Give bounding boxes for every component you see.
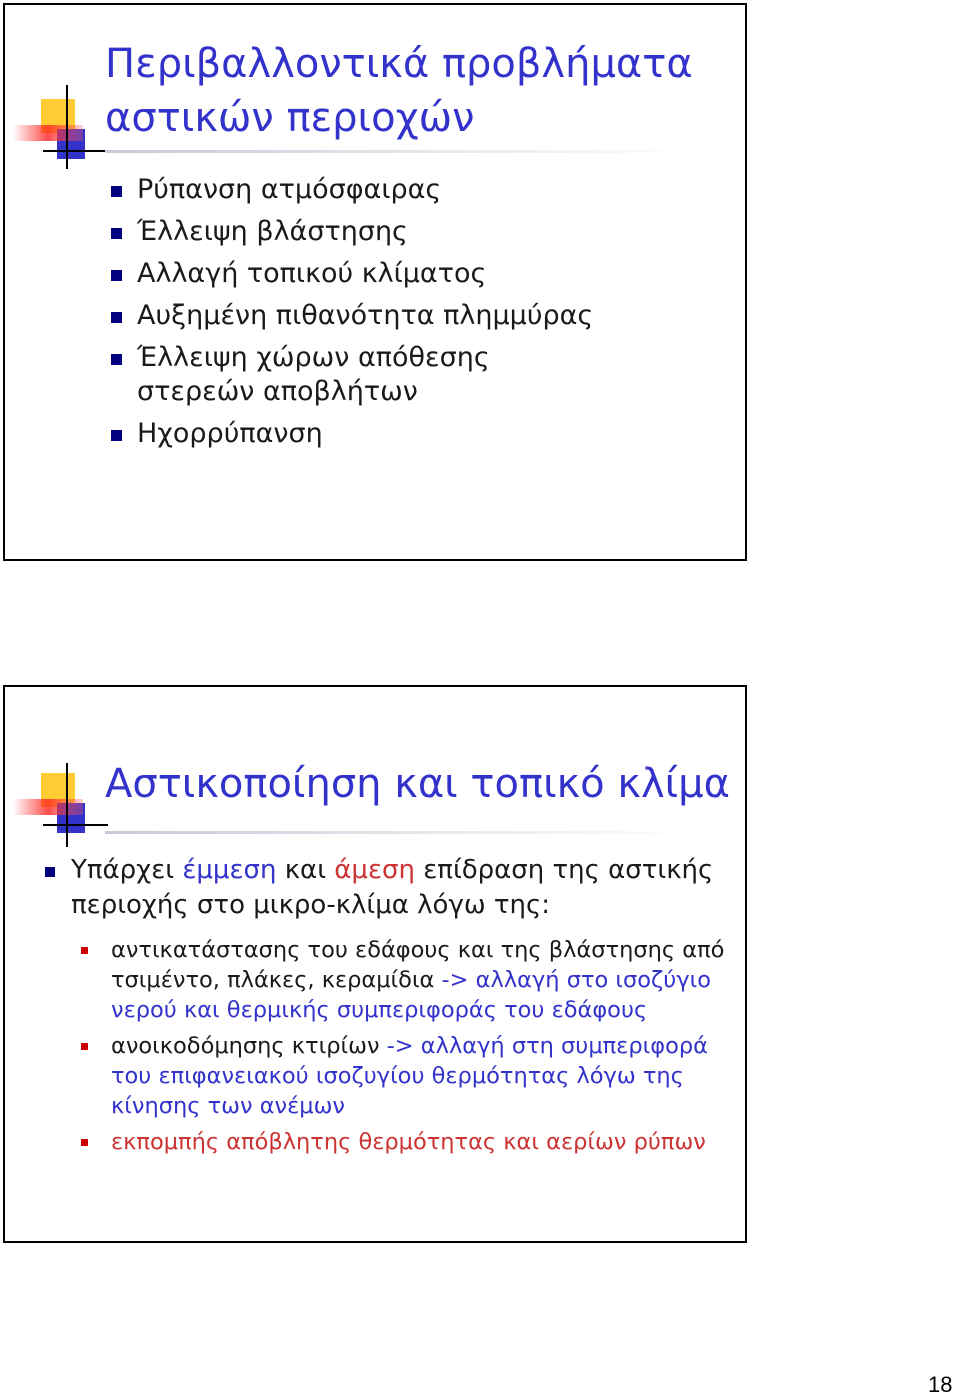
square-bullet-icon [45, 867, 55, 877]
sub-item-effect: -> αλλαγή στο ισοζύγιο νερού και θερμικής συμπεριφοράς του εδάφους [111, 967, 712, 1023]
sub-bullet-list [71, 935, 735, 1157]
list-item-text: Ρύπανση ατμόσφαιρας [137, 174, 442, 205]
slide-1-title-line-2: αστικών περιοχών [105, 95, 475, 141]
square-bullet-icon [111, 430, 122, 441]
square-bullet-icon [111, 186, 122, 197]
sub-list-item [77, 1127, 735, 1157]
sub-list-item [77, 935, 735, 1025]
list-item [109, 257, 729, 291]
page-number: 18 [928, 1372, 953, 1397]
list-item [45, 853, 735, 1157]
list-item [109, 215, 729, 249]
list-item-text: Ηχορρύπανση [137, 418, 323, 449]
list-item [109, 299, 729, 333]
sub-list-item [77, 1031, 735, 1121]
square-bullet-icon [111, 312, 122, 323]
list-item [109, 173, 729, 207]
square-bullet-icon [111, 228, 122, 239]
list-item-text: Έλλειψη βλάστησης [137, 216, 408, 247]
title-divider [105, 831, 695, 834]
indirect-effect-term: έμμεση [182, 855, 277, 885]
slide-2-title: Αστικοποίηση και τοπικό κλίμα [105, 761, 730, 807]
slide-1-title [105, 37, 693, 145]
slide-logo-graphic [13, 81, 113, 171]
main-text-part-2: και [276, 855, 335, 885]
square-bullet-icon [81, 947, 88, 954]
slide-1-title-line-1: Περιβαλλοντικά προβλήματα [105, 41, 693, 87]
square-bullet-icon [111, 270, 122, 281]
slide-2 [3, 685, 747, 1243]
title-divider [105, 150, 695, 153]
list-item-text: Αλλαγή τοπικού κλίματος [137, 258, 487, 289]
square-bullet-icon [81, 1043, 88, 1050]
main-text-part-1: Υπάρχει [71, 855, 183, 885]
slide-logo-graphic [13, 763, 113, 853]
sub-item-text: ανοικοδόμησης κτιρίων [111, 1033, 387, 1059]
slide-1-bullet-list [109, 173, 729, 459]
direct-effect-term: άμεση [334, 855, 415, 885]
square-bullet-icon [111, 354, 122, 365]
slide-2-bullet-list [45, 853, 735, 1163]
list-item-text: Αυξημένη πιθανότητα πλημμύρας [137, 300, 594, 331]
list-item [109, 417, 729, 451]
list-item-text: Έλλειψη χώρων απόθεσης στερεών αποβλήτων [137, 342, 490, 407]
main-text-part-3: επίδραση της αστικής περιοχής στο μικρο-κλίμα λόγω της: [71, 855, 714, 920]
sub-item-effect: -> αλλαγή στη συμπεριφορά του επιφανειακού ισοζυγίου θερμότητας λόγω της κίνησης των ανέμων [111, 1033, 708, 1119]
sub-item-text: εκπομπής απόβλητης θερμότητας και αερίων ρύπων [111, 1129, 706, 1155]
sub-item-text: αντικατάστασης του εδάφους και της βλάστησης από τσιμέντο, πλάκες, κεραμίδια [111, 937, 725, 993]
square-bullet-icon [81, 1139, 88, 1146]
list-item [109, 341, 607, 409]
slide-1 [3, 3, 747, 561]
